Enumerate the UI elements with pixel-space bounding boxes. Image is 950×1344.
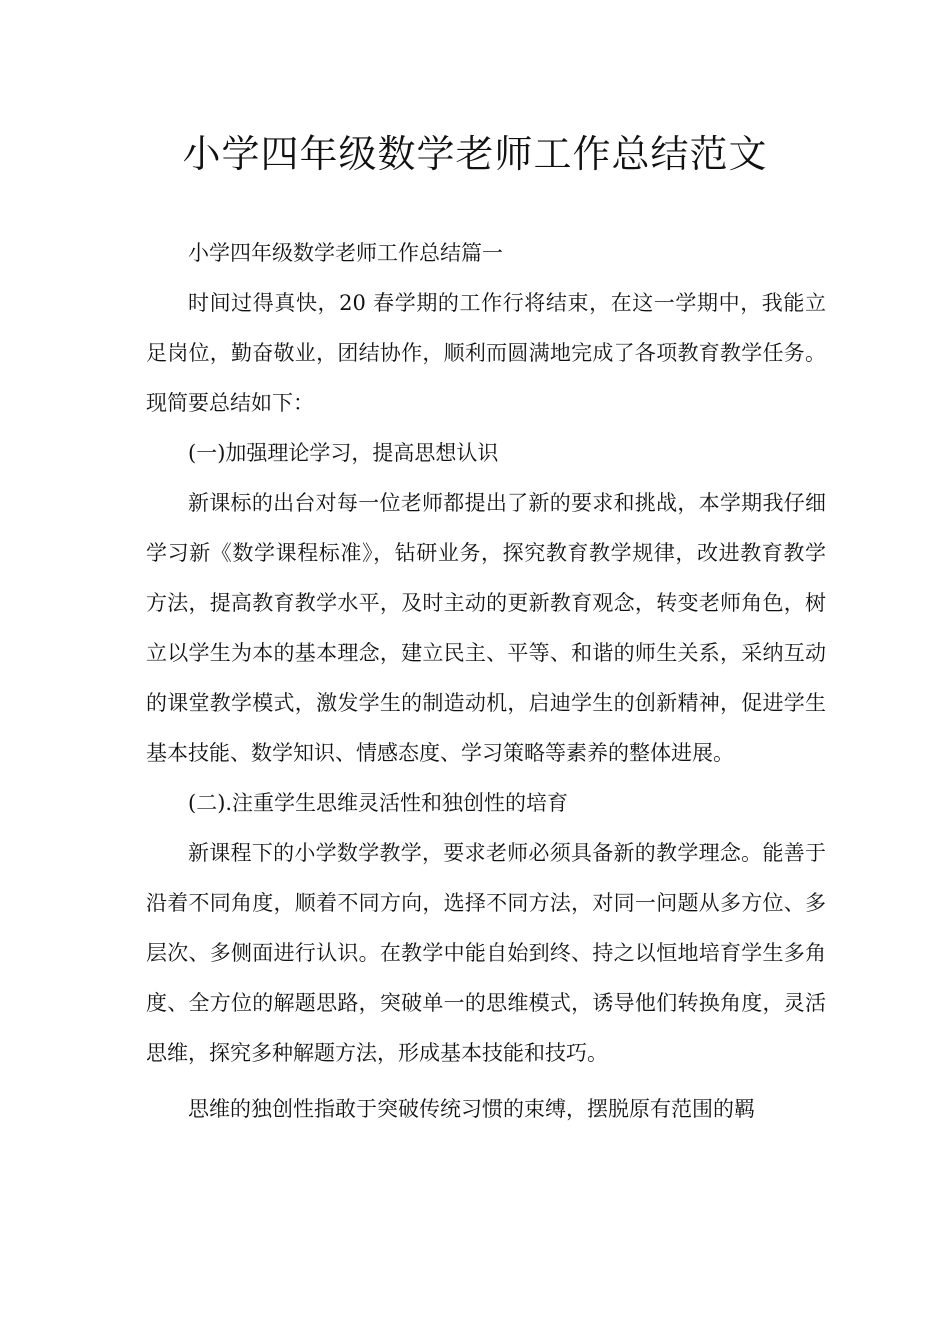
section-heading: 小学四年级数学老师工作总结篇一	[188, 241, 503, 265]
paragraph: 思维的独创性指敢于突破传统习惯的束缚，摆脱原有范围的羁	[188, 1097, 755, 1121]
subsection-heading: (二).注重学生思维灵活性和独创性的培育	[188, 791, 569, 815]
paragraph: 新课程下的小学数学教学，要求老师必须具备新的教学理念。能善于沿着不同角度，顺着不同方向，选择不同方法，对同一问题从多方位、多层次、多侧面进行认识。在教学中能自始到终、持之以恒地培育学生多角度、全方位的解题思路，突破单一的思维模式，诱导他们转换角度，灵活思维，探究多种解题方法，形成基本技能和技巧。	[146, 841, 826, 1065]
document-body	[146, 228, 826, 1134]
document-title: 小学四年级数学老师工作总结范文	[182, 132, 768, 176]
paragraph: 时间过得真快，20 春学期的工作行将结束，在这一学期中，我能立足岗位，勤奋敬业，团结协作，顺利而圆满地完成了各项教育教学任务。现简要总结如下：	[146, 291, 826, 415]
paragraph: 新课标的出台对每一位老师都提出了新的要求和挑战，本学期我仔细学习新《数学课程标准》，钻研业务，探究教育教学规律，改进教育教学方法，提高教育教学水平，及时主动的更新教育观念，转变老师角色，树立以学生为本的基本理念，建立民主、平等、和谐的师生关系，采纳互动的课堂教学模式，激发学生的制造动机，启迪学生的创新精神，促进学生基本技能、数学知识、情感态度、学习策略等素养的整体进展。	[146, 491, 826, 765]
subsection-heading: (一)加强理论学习，提高思想认识	[188, 441, 499, 465]
